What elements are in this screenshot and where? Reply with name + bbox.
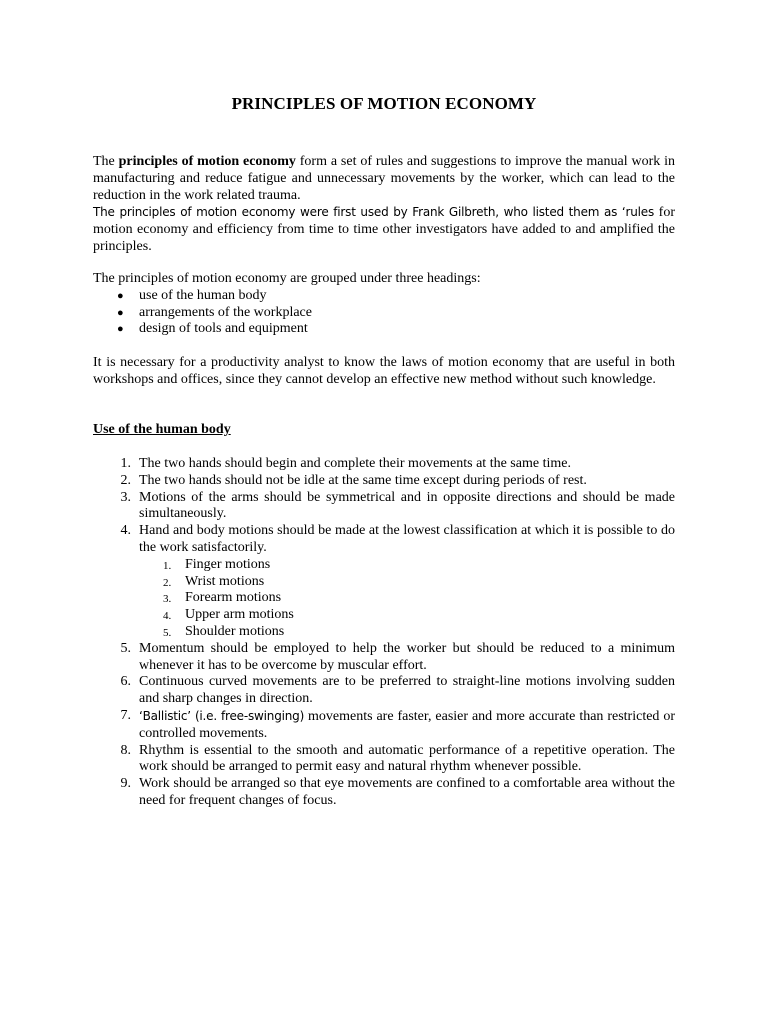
motion-classification-list bbox=[139, 557, 675, 641]
sub-list-item bbox=[139, 624, 675, 641]
principle-text: Motions of the arms should be symmetrical and in opposite directions and should be made simultaneously. bbox=[139, 489, 675, 522]
principle-item bbox=[93, 708, 675, 743]
history-rest: for motion economy and efficiency from time to time other investigators have added to and amplified the principles. bbox=[93, 205, 675, 254]
principle-text: Hand and body motions should be made at the lowest classification at which it is possible to do the work satisfactorily. bbox=[139, 523, 675, 555]
list-item bbox=[93, 321, 675, 338]
principle-number: 2. bbox=[120, 472, 131, 488]
principle-text: Momentum should be employed to help the worker but should be reduced to a minimum whenever it has to be overcome by muscular effort. bbox=[139, 640, 675, 673]
history-alt-text: The principles of motion economy were first used by Frank Gilbreth, who listed them as ‘rules bbox=[93, 205, 655, 220]
groups-lead: The principles of motion economy are grouped under three headings: bbox=[93, 271, 481, 286]
principle-alt-text: ‘Ballistic’ (i.e. free-swinging) bbox=[139, 708, 305, 723]
principle-item bbox=[93, 523, 675, 641]
list-item bbox=[93, 305, 675, 322]
principle-number: 5. bbox=[120, 640, 131, 656]
groups-list bbox=[93, 288, 675, 338]
list-item-text: arrangements of the workplace bbox=[139, 304, 312, 320]
principle-text: Work should be arranged so that eye movements are confined to a comfortable area without the need for frequent changes of focus. bbox=[139, 776, 675, 808]
sub-list-item bbox=[139, 607, 675, 624]
sub-item-number: 2. bbox=[163, 576, 172, 589]
principle-number: 1. bbox=[120, 456, 131, 471]
intro-rest: form a set of rules and suggestions to improve the manual work in manufacturing and reduce fatigue and unnecessary movements by the worker, which can lead to the reduction in the work related trauma. bbox=[93, 154, 676, 203]
sub-item-text: Shoulder motions bbox=[185, 623, 285, 639]
principle-item bbox=[93, 490, 675, 524]
section-list-block bbox=[93, 456, 675, 810]
sub-list-item bbox=[139, 557, 675, 574]
principle-number: 8. bbox=[120, 742, 131, 758]
sub-list-item bbox=[139, 590, 675, 607]
intro-bold-term: principles of motion economy bbox=[118, 154, 296, 169]
sub-item-number: 1. bbox=[163, 559, 172, 572]
principle-text: Rhythm is essential to the smooth and automatic performance of a repetitive operation. The work should be arranged to permit easy and natural rhythm whenever possible. bbox=[139, 742, 675, 775]
section-heading: Use of the human body bbox=[93, 422, 231, 437]
principle-item bbox=[93, 456, 675, 473]
sub-item-text: Upper arm motions bbox=[185, 607, 294, 623]
sub-item-number: 3. bbox=[163, 593, 172, 606]
intro-lead: The bbox=[93, 154, 119, 169]
principle-text: The two hands should not be idle at the same time except during periods of rest. bbox=[139, 472, 587, 488]
bullet-icon: ● bbox=[117, 289, 124, 302]
principle-item bbox=[93, 473, 675, 490]
sub-item-text: Finger motions bbox=[185, 556, 271, 572]
document-title: PRINCIPLES OF MOTION ECONOMY bbox=[231, 94, 537, 113]
principle-item bbox=[93, 776, 675, 810]
principle-number: 6. bbox=[120, 674, 131, 690]
principle-item bbox=[93, 743, 675, 777]
principle-item bbox=[93, 674, 675, 708]
necessity-block bbox=[93, 355, 675, 389]
intro-block bbox=[93, 154, 675, 256]
list-item-text: use of the human body bbox=[139, 287, 267, 303]
list-item bbox=[93, 288, 675, 305]
section-heading-block bbox=[93, 422, 675, 439]
principle-number: 3. bbox=[120, 489, 131, 505]
principles-list bbox=[93, 456, 675, 810]
sub-item-text: Wrist motions bbox=[185, 573, 265, 589]
principle-number: 9. bbox=[120, 776, 131, 792]
principle-number: 4. bbox=[120, 523, 131, 539]
principle-text: The two hands should begin and complete their movements at the same time. bbox=[139, 456, 571, 471]
bullet-icon: ● bbox=[117, 323, 124, 336]
sub-item-number: 4. bbox=[163, 610, 172, 623]
sub-list-item bbox=[139, 574, 675, 591]
necessity-paragraph: It is necessary for a productivity analyst to know the laws of motion economy that are useful in both workshops and offices, since they cannot develop an effective new method without such knowledge. bbox=[93, 355, 675, 387]
history-paragraph bbox=[93, 204, 675, 255]
principle-number: 7. bbox=[120, 707, 131, 723]
sub-item-text: Forearm motions bbox=[185, 590, 282, 606]
principle-text: movements are faster, easier and more accurate than restricted or controlled movements. bbox=[139, 708, 675, 741]
bullet-icon: ● bbox=[117, 306, 124, 319]
list-item-text: design of tools and equipment bbox=[139, 321, 308, 337]
sub-item-number: 5. bbox=[163, 626, 172, 639]
principle-item bbox=[93, 641, 675, 675]
groups-block bbox=[93, 271, 675, 338]
intro-paragraph bbox=[93, 154, 675, 204]
principle-text: Continuous curved movements are to be preferred to straight-line motions involving sudden and sharp changes in direction. bbox=[139, 674, 675, 707]
